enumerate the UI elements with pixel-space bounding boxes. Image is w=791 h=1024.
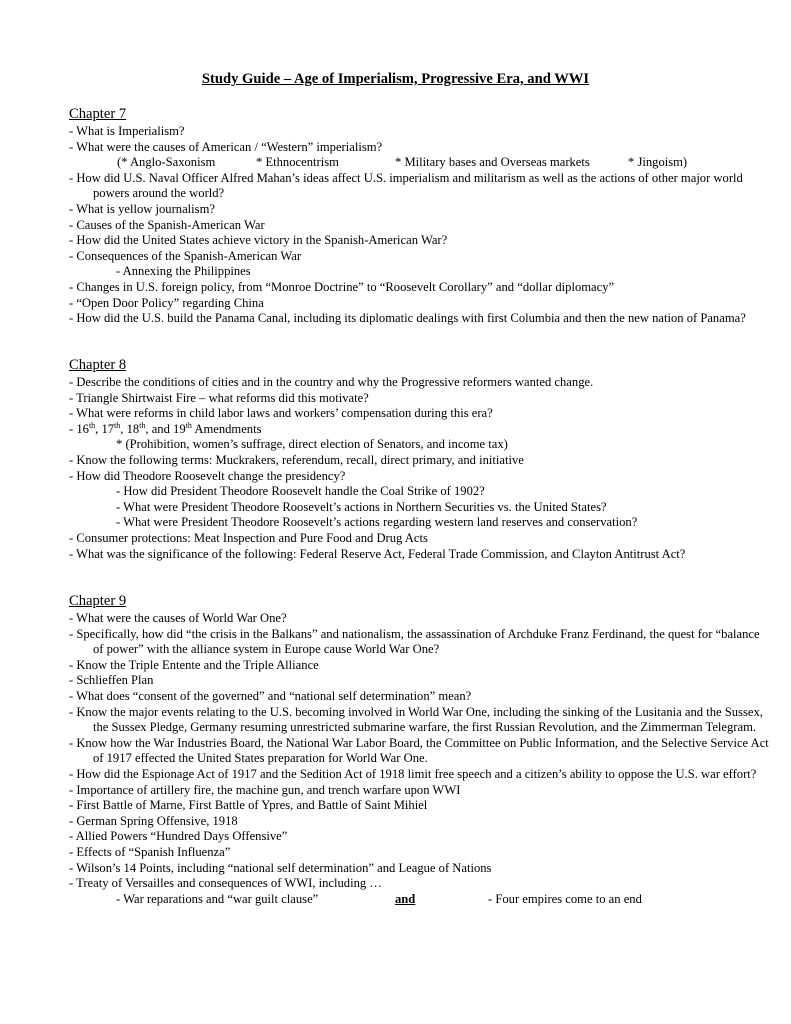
sub-item: - Four empires come to an end — [488, 891, 642, 906]
amendments-item: - 16th, 17th, 18th, and 19th Amendments — [69, 420, 262, 436]
and-emphasis: and — [395, 891, 416, 906]
list-item: - What was the significance of the following: Federal Reserve Act, Federal Trade Commission, and Clayton Antitrust Act? — [69, 546, 686, 561]
cause-term: * Ethnocentrism — [256, 155, 339, 170]
list-item: - Causes of the Spanish-American War — [69, 217, 265, 232]
list-item: - Wilson’s 14 Points, including “national self determination” and League of Nations — [69, 860, 492, 875]
list-item: - What were the causes of American / “Western” imperialism? — [69, 139, 383, 154]
list-item: - What were reforms in child labor laws and workers’ compensation during this era? — [69, 406, 493, 421]
treaty-consequences-row — [69, 892, 769, 908]
list-item: - How did the U.S. build the Panama Canal, including its diplomatic dealings with first Columbia and then the new nation of Panama? — [69, 311, 746, 326]
sub-item: - What were President Theodore Roosevelt’s actions regarding western land reserves and conservation? — [116, 515, 638, 530]
list-item: - “Open Door Policy” regarding China — [69, 295, 264, 310]
list-item: - How did U.S. Naval Officer Alfred Mahan’s ideas affect U.S. imperialism and militarism as well as the actions of other major world powers around the world? — [69, 170, 743, 201]
list-item: - Describe the conditions of cities and in the country and why the Progressive reformers wanted change. — [69, 375, 594, 389]
list-item: - Know the major events relating to the U.S. becoming involved in World War One, including the sinking of the Lusitania and the Sussex, the Sussex Pledge, Germany resuming unrestricted submarine warfare, the first Russian Revolution, and the Zimmerman Telegram. — [69, 704, 763, 735]
list-item: - What is yellow journalism? — [69, 201, 215, 216]
chapter-7-heading: Chapter 7 — [69, 106, 127, 122]
list-item: - Allied Powers “Hundred Days Offensive” — [69, 829, 288, 844]
list-item: - Importance of artillery fire, the machine gun, and trench warfare upon WWI — [69, 782, 461, 797]
list-item: - What were the causes of World War One? — [69, 611, 287, 625]
cause-term: * Jingoism) — [628, 155, 688, 170]
list-item: - Schlieffen Plan — [69, 673, 154, 688]
chapter-9-section — [69, 593, 769, 907]
chapter-7-section — [69, 106, 769, 327]
chapter-9-heading: Chapter 9 — [69, 593, 127, 609]
sub-item: - War reparations and “war guilt clause” — [116, 891, 319, 906]
list-item: - How did Theodore Roosevelt change the presidency? — [69, 468, 346, 483]
list-item: - Consumer protections: Meat Inspection and Pure Food and Drug Acts — [69, 530, 428, 545]
page-title: Study Guide – Age of Imperialism, Progressive Era, and WWI — [201, 71, 590, 87]
list-item: - Know the following terms: Muckrakers, referendum, recall, direct primary, and initiative — [69, 452, 524, 467]
list-item: - Effects of “Spanish Influenza” — [69, 844, 231, 859]
list-item: - German Spring Offensive, 1918 — [69, 813, 238, 828]
list-item: - What does “consent of the governed” and “national self determination” mean? — [69, 688, 472, 703]
list-item: - How did the Espionage Act of 1917 and the Sedition Act of 1918 limit free speech and a citizen’s ability to oppose the U.S. war effort? — [69, 766, 757, 781]
list-item: - Know the Triple Entente and the Triple Alliance — [69, 657, 319, 672]
list-item: - Specifically, how did “the crisis in the Balkans” and nationalism, the assassination of Archduke Franz Ferdinand, the quest for “balance of power” with the alliance system in Europe cause World War One? — [69, 626, 760, 657]
list-item: - How did the United States achieve victory in the Spanish-American War? — [69, 233, 448, 248]
list-item: - Know how the War Industries Board, the National War Labor Board, the Committee on Public Information, and the Selective Service Act of 1917 effected the United States preparation for World War One. — [69, 735, 769, 766]
list-item: - First Battle of Marne, First Battle of Ypres, and Battle of Saint Mihiel — [69, 798, 428, 813]
chapter-8-heading: Chapter 8 — [69, 357, 127, 373]
list-item: - What is Imperialism? — [69, 124, 185, 138]
sub-item: - How did President Theodore Roosevelt handle the Coal Strike of 1902? — [116, 484, 485, 499]
sub-item: - Annexing the Philippines — [116, 264, 251, 279]
list-item: - Consequences of the Spanish-American War — [69, 248, 302, 263]
list-item: - Triangle Shirtwaist Fire – what reforms did this motivate? — [69, 390, 369, 405]
cause-term: (* Anglo-Saxonism — [117, 155, 216, 170]
cause-term: * Military bases and Overseas markets — [395, 155, 590, 170]
sub-item: - What were President Theodore Roosevelt’s actions in Northern Securities vs. the United States? — [116, 499, 607, 514]
list-item: - Treaty of Versailles and consequences of WWI, including … — [69, 876, 382, 891]
chapter-8-section — [69, 357, 769, 562]
causes-row — [69, 155, 769, 171]
list-item: - Changes in U.S. foreign policy, from “Monroe Doctrine” to “Roosevelt Corollary” and “dollar diplomacy” — [69, 279, 615, 294]
sub-item: * (Prohibition, women’s suffrage, direct election of Senators, and income tax) — [116, 437, 508, 452]
